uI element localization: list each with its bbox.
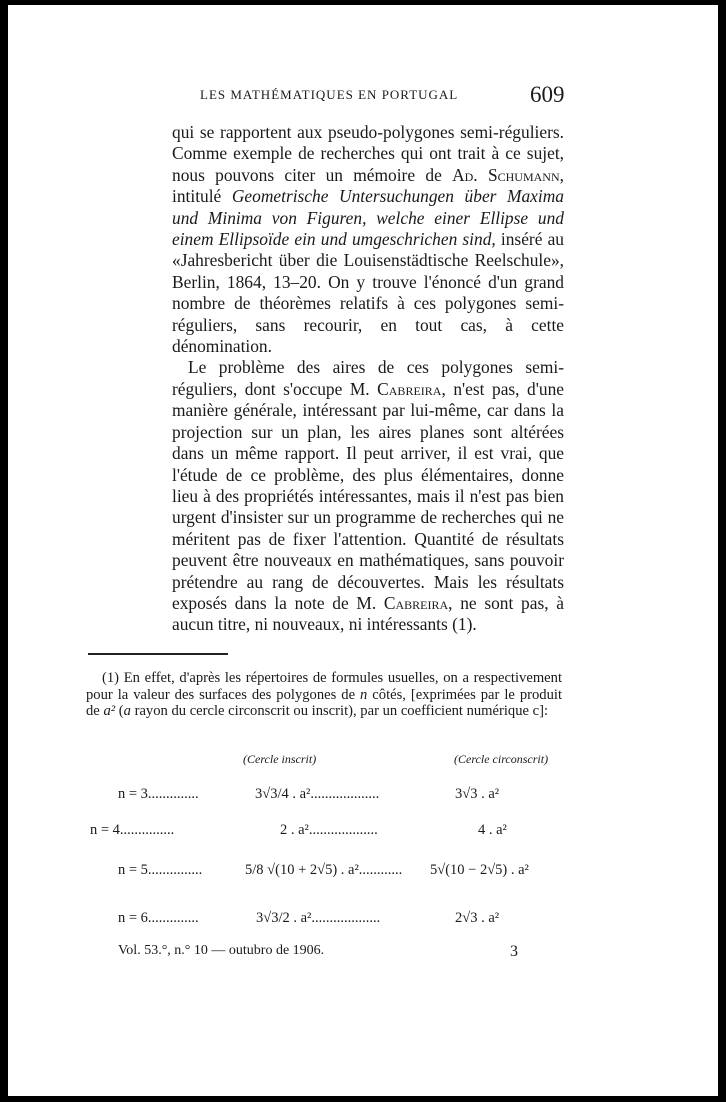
paragraph-2-text-a: Le problème des aires de ces polygones semi-réguliers, dont s'occupe M.: [172, 357, 564, 399]
footnote-text-a: En effet, d'après les répertoires de formules usuelles, on a respectivement pour la valeur des surfaces des polygones de: [86, 670, 562, 703]
footnote-rule: [88, 653, 228, 655]
volume-line: Vol. 53.°, n.° 10 — outubro de 1906.: [118, 943, 325, 958]
main-text: [172, 122, 564, 636]
footnote-marker: (1): [102, 670, 120, 686]
running-title: LES MATHÉMATIQUES EN PORTUGAL: [200, 87, 459, 102]
footnote: [86, 670, 562, 720]
inscribed-formula: 3√3/2 . a²...................: [256, 910, 381, 926]
header-circumscribed: (Cercle circonscrit): [454, 752, 549, 766]
signature-mark: 3: [510, 943, 518, 960]
footnote-text-b: côtés, [exprimées par le produit de: [86, 686, 562, 719]
scan-border-left: [0, 0, 8, 1102]
row-label: n = 5...............: [118, 862, 203, 878]
inscribed-formula: 2 . a²...................: [280, 822, 378, 838]
footnote-paragraph: [86, 670, 562, 720]
footnote-text-c: (: [115, 703, 124, 719]
circumscribed-formula: 3√3 . a²: [455, 786, 500, 802]
row-label: n = 4...............: [90, 822, 175, 838]
paragraph-1: [172, 122, 564, 357]
paragraph-2-text-b: , n'est pas, d'une manière générale, intéressant par lui-même, car dans la projection sur un plan, les aires planes sont altérées dans un même rapport. Il peut arriver, il est vrai, que l'étude de ce problème, des plus élémentaires, donne lieu à des propriétés intéressantes, mais il n'est pas bien urgent d'insister sur un programme de recherches qui ne méritent pas de fixer l'attention. Quantité de résultats peuvent être nouveaux en mathématiques, sans pouvoir prétendre au rang de découvertes. Mais les résultats exposés dans la note de M.: [172, 378, 564, 613]
footnote-n-variable: n: [360, 686, 368, 703]
author-name: Ad. Schumann: [452, 164, 560, 185]
scan-border-right: [718, 0, 726, 1102]
paragraph-2: [172, 357, 564, 635]
cabreira-name-1: Cabreira: [377, 378, 442, 399]
circumscribed-formula: 4 . a²: [478, 822, 507, 838]
inscribed-formula: 5/8 √(10 + 2√5) . a²............: [245, 862, 403, 878]
footnote-a2-variable: a²: [103, 703, 116, 719]
cabreira-name-2: Cabreira: [383, 592, 449, 613]
circumscribed-formula: 5√(10 − 2√5) . a²: [430, 862, 529, 878]
page-number: 609: [530, 82, 565, 107]
memoir-title: Geometrische Untersuchungen über Maxima und Minima von Figuren, welche einer Ellipse und einem Ellipsoïde ein und umgeschrichen sind,: [172, 186, 564, 250]
paragraph-1-text-a: qui se rapportent aux pseudo-polygones semi-réguliers. Comme exemple de recherches qui ont trait à ce sujet, nous pouvons citer un mémoire de: [172, 122, 564, 185]
paragraph-1-text-c: inséré au «Jahresbericht über die Louisenstädtische Reelschule», Berlin, 1864, 13–20. On y trouve l'énoncé d'un grand nombre de théorèmes relatifs à ces polygones semi-réguliers, sans recourir, en tout cas, à cette dénomination.: [172, 229, 564, 357]
row-label: n = 3..............: [118, 786, 199, 802]
scan-border-top: [0, 0, 726, 5]
footnote-a-variable: a: [123, 703, 131, 719]
paragraph-1-text-b: , intitulé: [172, 164, 564, 207]
circumscribed-formula: 2√3 . a²: [455, 910, 500, 926]
inscribed-formula: 3√3/4 . a²...................: [255, 786, 380, 802]
footnote-text-d: rayon du cercle circonscrit ou inscrit), par un coefficient numérique c]:: [130, 703, 549, 719]
header-inscribed: (Cercle inscrit): [243, 752, 317, 766]
row-label: n = 6..............: [118, 910, 199, 926]
scan-border-bottom: [0, 1096, 726, 1102]
paragraph-2-text-c: , ne sont pas, à aucun titre, ni nouveaux, ni intéressants (1).: [172, 592, 564, 635]
